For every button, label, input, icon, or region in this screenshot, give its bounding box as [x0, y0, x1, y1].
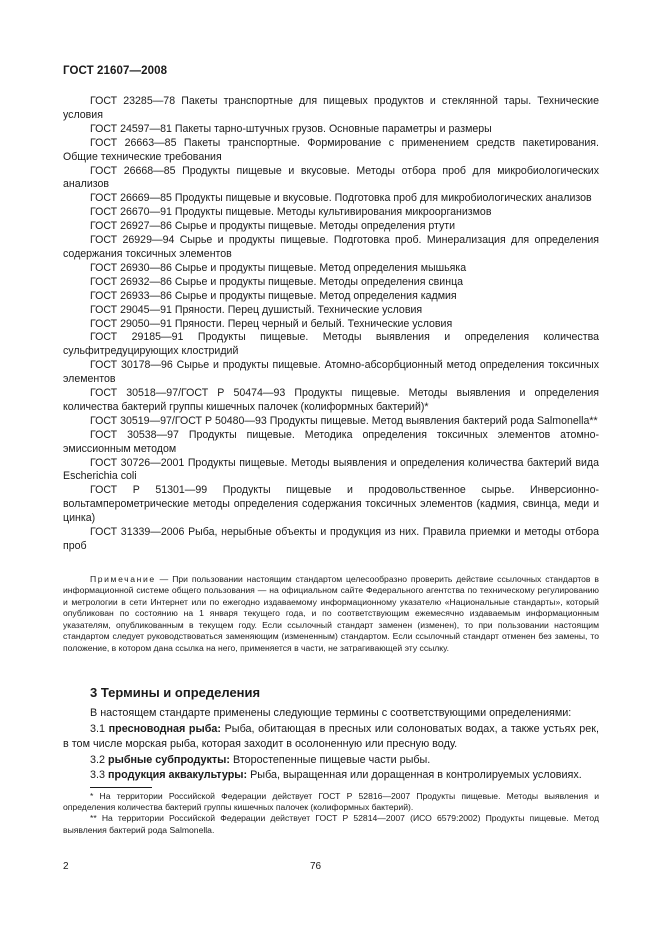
reference-item: ГОСТ 26930—86 Сырье и продукты пищевые. Метод определения мышьяка [90, 261, 467, 274]
definitions-block [63, 706, 599, 784]
footnote-item: * На территории Российской Федерации действует ГОСТ Р 52816—2007 Продукты пищевые. Методы выявления и определения количества бактерий группы кишечных палочек (колиформных бактерий). [63, 791, 599, 813]
footnote-divider [90, 787, 152, 788]
reference-item: ГОСТ 26670—91 Продукты пищевые. Методы культивирования микроорганизмов [90, 206, 492, 219]
reference-item: ГОСТ 23285—78 Пакеты транспортные для пищевых продуктов и стеклянной тары. Технические условия [63, 95, 599, 121]
reference-item: ГОСТ 30178—96 Сырье и продукты пищевые. Атомно-абсорбционный метод определения токсичных элементов [63, 359, 599, 386]
term-name: рыбные субпродукты: [108, 753, 230, 766]
reference-item: ГОСТ 24597—81 Пакеты тарно-штучных грузов. Основные параметры и размеры [90, 122, 492, 135]
definition-item [63, 753, 599, 769]
reference-item: ГОСТ 26933—86 Сырье и продукты пищевые. Метод определения кадмия [90, 289, 457, 302]
page-number: 2 [63, 861, 69, 872]
reference-item: ГОСТ 29185—91 Продукты пищевые. Методы выявления и определения количества сульфитредуцирующих клостридий [63, 331, 599, 358]
term-name: пресноводная рыба: [108, 722, 222, 735]
reference-item: ГОСТ 30538—97 Продукты пищевые. Методика определения токсичных элементов атомно-эмиссионным методом [63, 428, 599, 455]
footnotes-block [63, 791, 599, 836]
reference-item: ГОСТ 30519—97/ГОСТ Р 50480—93 Продукты пищевые. Метод выявления бактерий рода Salmonella** [90, 414, 598, 427]
normative-references-list [63, 95, 599, 554]
note-text: — При пользовании настоящим стандартом целесообразно проверить действие ссылочных стандартов в информационной системе общего пользования — на официальном сайте Федерального агентства по техническому регулированию и метрологии в сети Интернет или по ежегодно издаваемому информационному указателю «Национальные стандарты», который опубликован по состоянию на 1 января текущего года, и по соответствующим ежемесячно издаваемым информационным указателям, опубликованным в текущем году. Если ссылочный стандарт заменен (изменен), то при пользовании настоящим стандартом следует руководствоваться заменяющим (измененным) стандартом. Если ссылочный стандарт отменен без замены, то положение, в котором дана ссылка на него, применяется в части, не затрагивающей эту ссылку. [63, 574, 599, 653]
reference-item: ГОСТ 31339—2006 Рыба, нерыбные объекты и продукция из них. Правила приемки и методы отбора проб [63, 526, 599, 552]
reference-item: ГОСТ 26929—94 Сырье и продукты пищевые. Подготовка проб. Минерализация для определения содержания токсичных элементов [63, 234, 599, 260]
term-name: продукция аквакультуры: [108, 769, 248, 782]
definition-item [63, 768, 599, 784]
reference-item: ГОСТ 26663—85 Пакеты транспортные. Формирование с применением средств пакетирования. Общие технические требования [63, 136, 599, 163]
reference-item: ГОСТ 29050—91 Пряности. Перец черный и белый. Технические условия [90, 317, 453, 330]
footnote-item: ** На территории Российской Федерации действует ГОСТ Р 52814—2007 (ИСО 6579:2002) Продукты пищевые. Метод выявления бактерий рода Salmonella. [63, 813, 599, 835]
reference-item: ГОСТ 30518—97/ГОСТ Р 50474—93 Продукты пищевые. Методы выявления и определения количества бактерий группы кишечных палочек (колиформных бактерий)* [63, 387, 599, 413]
reference-item: ГОСТ Р 51301—99 Продукты пищевые и продовольственное сырье. Инверсионно-вольтамперометрические методы определения содержания токсичных элементов (кадмия, свинца, меди и цинка) [63, 484, 599, 525]
reference-item: ГОСТ 26668—85 Продукты пищевые и вкусовые. Методы отбора проб для микробиологических анализов [63, 164, 599, 191]
reference-item: ГОСТ 30726—2001 Продукты пищевые. Методы выявления и определения количества бактерий вида Escherichia coli [63, 456, 599, 483]
definitions-intro: В настоящем стандарте применены следующие термины с соответствующими определениями: [90, 707, 572, 719]
reference-item: ГОСТ 26669—85 Продукты пищевые и вкусовые. Подготовка проб для микробиологических анализов [90, 192, 592, 205]
term-definition: Рыба, выращенная или доращенная в контролируемых условиях. [247, 769, 582, 782]
term-number: 3.3 [90, 769, 109, 782]
term-definition: Рыба, обитающая в пресных или солоноватых водах, а также устьях рек, в том числе морская рыба, которая заходит в осолоненную или пресную воду. [63, 722, 600, 751]
reference-item: ГОСТ 29045—91 Пряности. Перец душистый. Технические условия [90, 303, 423, 316]
term-definition: Второстепенные пищевые части рыбы. [230, 753, 431, 766]
term-number: 3.2 [90, 753, 109, 766]
document-header: ГОСТ 21607—2008 [63, 65, 168, 77]
definition-item [63, 722, 599, 753]
reference-item: ГОСТ 26927—86 Сырье и продукты пищевые. Методы определения ртути [90, 220, 456, 233]
term-number: 3.1 [90, 722, 109, 735]
note-paragraph [63, 574, 599, 654]
scan-page-number: 76 [310, 861, 322, 872]
reference-item: ГОСТ 26932—86 Сырье и продукты пищевые. Методы определения свинца [90, 275, 464, 288]
section-heading: 3 Термины и определения [90, 685, 261, 700]
note-label: Примечание [90, 574, 156, 584]
